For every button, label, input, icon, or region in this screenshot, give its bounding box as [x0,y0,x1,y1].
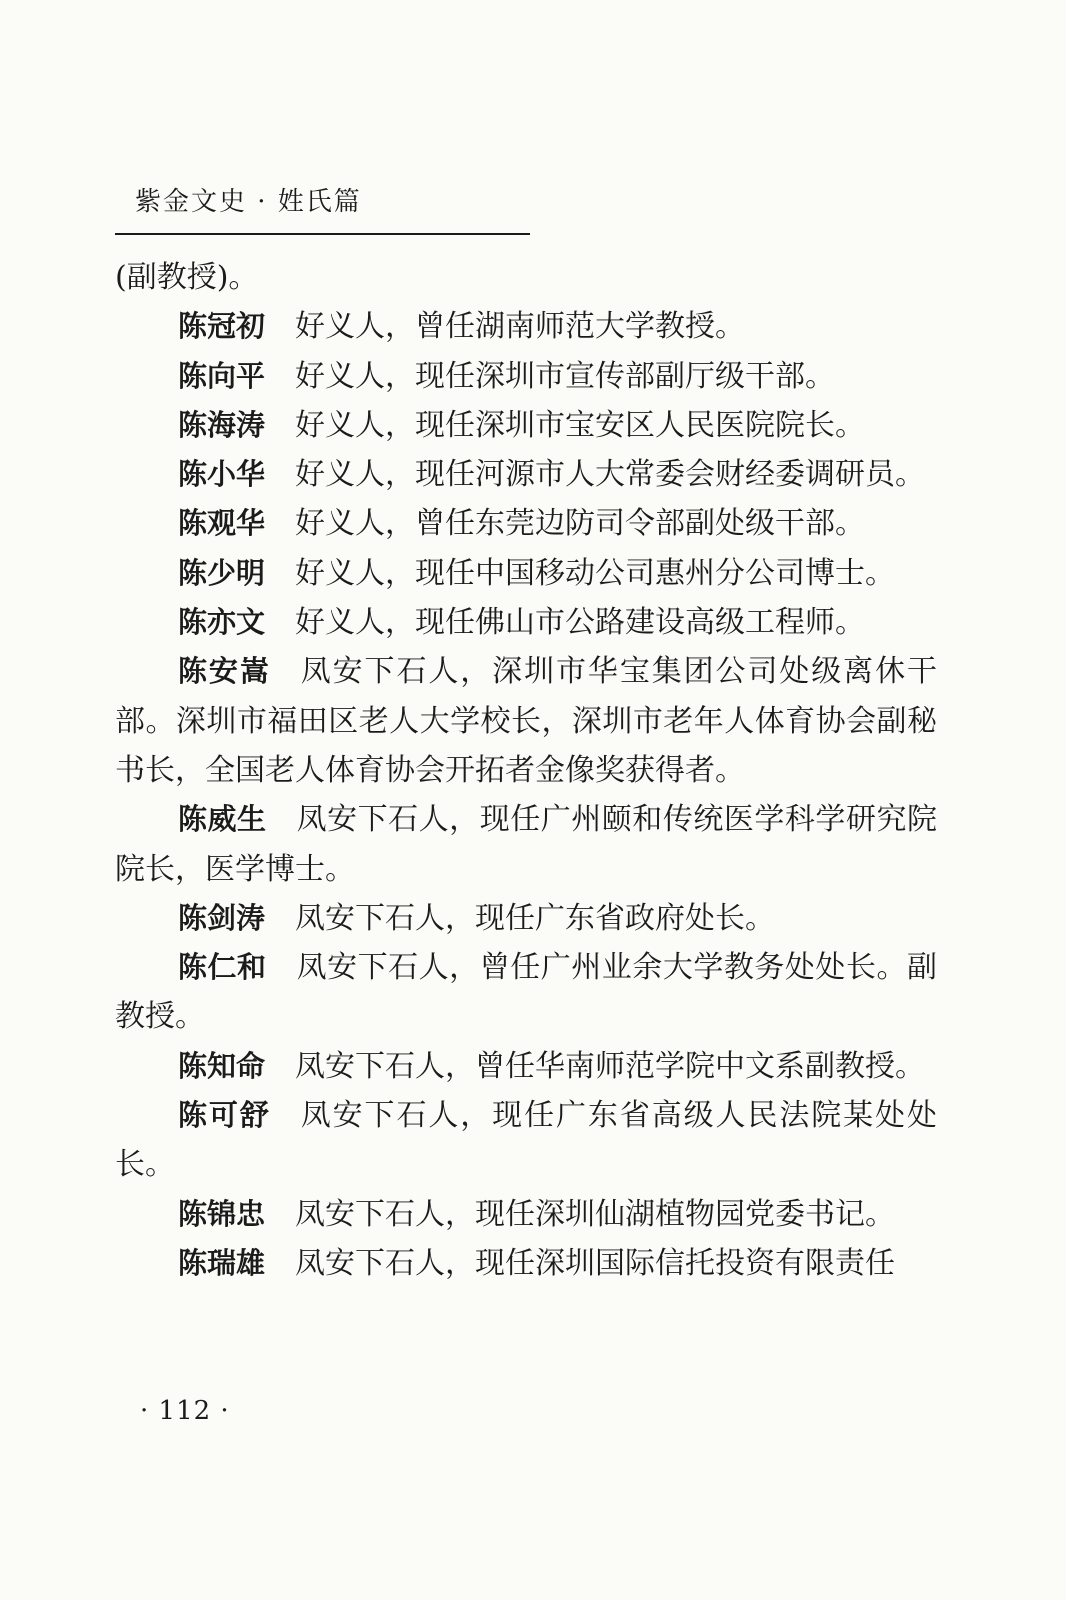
running-header [115,183,530,235]
entry-name: 陈海涛 [178,407,266,442]
entry-paragraph [115,647,937,795]
entry-paragraph [115,795,937,894]
entry-text: 好义人，现任深圳市宣传部副厅级干部。 [295,358,836,394]
entry-name: 陈剑涛 [178,900,266,935]
text-body [115,253,937,1288]
entry-name: 陈向平 [178,358,266,393]
entry-paragraph [115,549,937,598]
entry-name: 陈仁和 [178,950,267,985]
entry-text: 好义人，现任河源市人大常委会财经委调研员。 [295,457,926,493]
entry-text: 凤安下石人，深圳市华宝集团公司处级离休干部。深圳市福田区老人大学校长，深圳市老年人体育协会副秘书长，全国老人体育协会开拓者金像奖获得者。 [115,654,937,788]
entry-name: 陈小华 [178,457,266,492]
page-number: · 112 · [140,1396,230,1426]
header-title: 紫金文史 · 姓氏篇 [135,187,362,217]
entry-paragraph [115,1190,937,1239]
entry-text: 凤安下石人，曾任华南师范学院中文系副教授。 [295,1048,926,1084]
entry-text: 好义人，现任深圳市宝安区人民医院院长。 [295,407,866,443]
entry-text: 凤安下石人，现任深圳国际信托投资有限责任 [295,1245,896,1281]
entry-paragraph [115,352,937,401]
entry-paragraph [115,302,937,351]
entry-name: 陈知命 [178,1048,266,1083]
entry-name: 陈威生 [178,802,267,837]
entry-text: 好义人，曾任东莞边防司令部副处级干部。 [295,506,866,542]
entry-paragraph [115,598,937,647]
entry-paragraph [115,1239,937,1288]
entry-paragraph [115,1091,937,1190]
entry-text: 好义人，现任佛山市公路建设高级工程师。 [295,605,866,641]
entry-paragraph [115,1042,937,1091]
entry-paragraph [115,499,937,548]
entry-text: 好义人，曾任湖南师范大学教授。 [295,309,746,345]
entry-text: 凤安下石人，现任广东省政府处长。 [295,900,776,936]
entry-name: 陈瑞雄 [178,1245,266,1280]
entry-name: 陈亦文 [178,605,266,640]
entry-name: 陈观华 [178,506,266,541]
entry-paragraph [115,943,937,1042]
entry-text: 凤安下石人，曾任广州业余大学教务处处长。副教授。 [115,950,937,1035]
entry-name: 陈冠初 [178,309,266,344]
entry-text: 凤安下石人，现任广州颐和传统医学科学研究院院长，医学博士。 [115,802,937,887]
intro-paragraph: (副教授)。 [115,260,259,295]
entry-name: 陈可舒 [178,1098,271,1133]
entry-paragraph [115,401,937,450]
entry-paragraph [115,894,937,943]
entry-text: 凤安下石人，现任深圳仙湖植物园党委书记。 [295,1196,896,1232]
entry-text: 好义人，现任中国移动公司惠州分公司博士。 [295,555,896,591]
entry-text: 凤安下石人，现任广东省高级人民法院某处处长。 [115,1098,937,1183]
entry-name: 陈安嵩 [178,654,271,689]
entry-name: 陈少明 [178,555,266,590]
entry-paragraph [115,450,937,499]
entry-name: 陈锦忠 [178,1196,266,1231]
